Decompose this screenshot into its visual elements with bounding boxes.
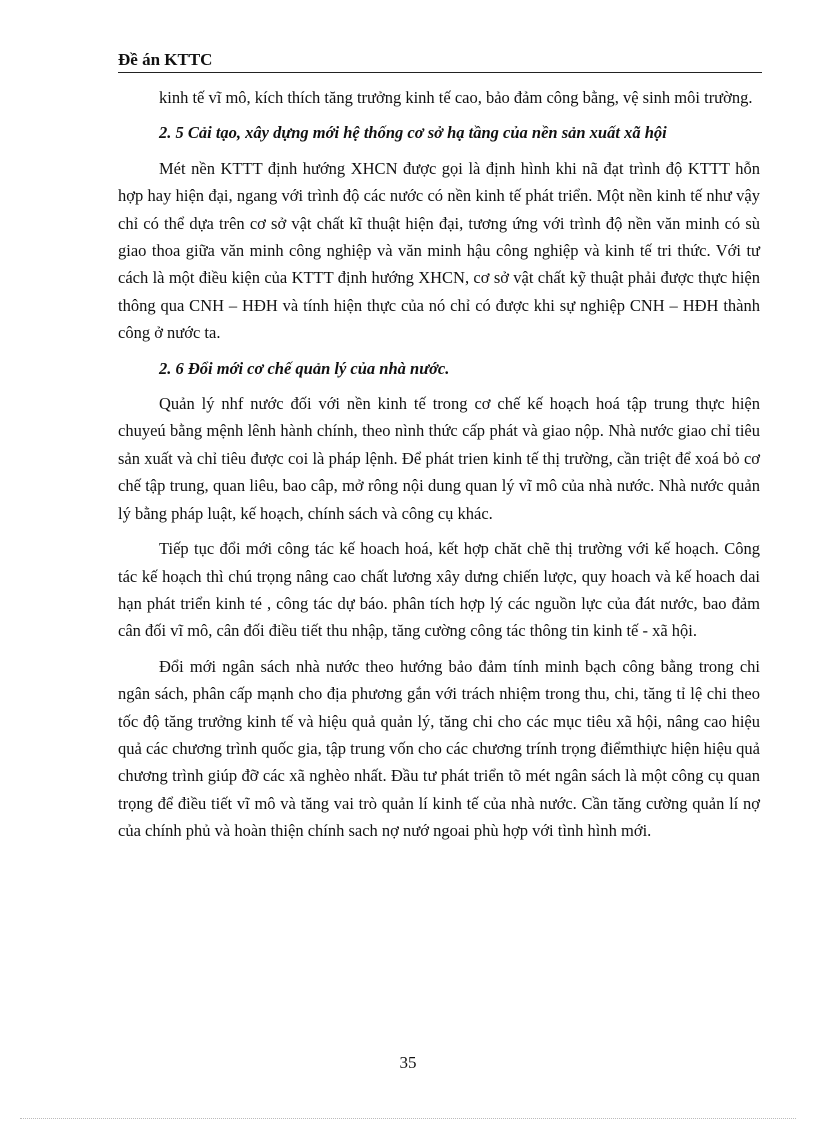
page-body — [118, 84, 760, 853]
paragraph: Tiếp tục đổi mới công tác kế hoach hoá, kết hợp chăt chẽ thị trường với kế hoạch. Công tác kế hoạch thì chú trọng nâng cao chất lương xây dưng chiến lược, quy hoach và kế hoach dai hạn phát triển kinh té , công tác dự báo. phân tích hợp lý các nguồn lực của đát nước, bao đảm cân đối vĩ mô, cân đối điều tiết thu nhập, tăng cường công tác thông tin kinh tế - xã hội. — [118, 539, 760, 641]
section-heading-2-6: 2. 6 Đổi mới cơ chế quản lý của nhà nước. — [159, 358, 450, 378]
paragraph: Quản lý nhf nước đối với nền kinh tế trong cơ chế kế hoạch hoá tập trung thực hiện chuyeú bằng mệnh lênh hành chính, theo nình thức cấp phát và giao nộp. Nhà nước giao chỉ tiêu sản xuất và chỉ tiêu được coi là pháp lệnh. Để phát trien kinh tế thị trường, cần triệt để xoá bỏ cơ chế tập trung, quan liêu, bao câp, mở rông nội dung quan lý vĩ mô của nhà nước. Nhà nước quản lý bằng pháp luật, kế hoạch, chính sách và công cụ khác. — [118, 394, 760, 523]
section-heading-2-5: 2. 5 Cải tạo, xây dựng mới hệ thống cơ sở hạ tầng của nền sản xuất xã hội — [159, 123, 667, 143]
header-title: Đề án KTTC — [118, 50, 213, 69]
page-bottom-divider — [20, 1118, 796, 1119]
paragraph: Đổi mới ngân sách nhà nước theo hướng bảo đảm tính minh bạch công bằng trong chi ngân sách, phân cấp mạnh cho địa phương gắn với trách nhiệm trong thu, chi, tăng tỉ lệ chi theo tốc độ tăng trưởng kinh tế và hiệu quả quản lý, tăng chi cho các mục tiêu xã hội, nâng cao hiệu quả các chương trình quốc gia, tập trung vốn cho các chương trính trọng điểmthiực hiện hiệu quả chương trình giúp đỡ các xã nghèo nhất. Đầu tư phát triển tõ mét ngân sách là một công cụ quan trọng để điều tiết vĩ mô và tăng vai trò quản lí kinh tế của nhà nước. Cần tăng cường quản lí nợ của chính phủ và hoàn thiện chính sach nợ nướ ngoai phù hợp với tình hình mới. — [118, 656, 760, 841]
page-number: 35 — [399, 1053, 417, 1072]
page-header — [118, 50, 762, 73]
paragraph-continuation: kinh tế vĩ mô, kích thích tăng trưởng kinh tế cao, bảo đảm công bằng, vệ sinh môi trường. — [159, 88, 753, 107]
paragraph: Mét nền KTTT định hướng XHCN được gọi là định hình khi nã đạt trình độ KTTT hỗn hợp hay hiện đại, ngang với trình độ các nước có nền kinh tế phát triển. Một nền kinh tế như vậy chỉ có thể dựa trên cơ sở vật chất kĩ thuật hiện đại, tương ứng với trình độ nền văn minh có sù giao thoa giữa văn minh công nghiệp và văn minh hậu công nghiệp và kinh tế tri thức. Với tư cách là một điều kiện của KTTT định hướng XHCN, cơ sở vật chất kỹ thuật phải được thực hiện thông qua CNH – HĐH và tính hiện thực của nó chỉ có được khi sự nghiệp CNH – HĐH thành công ở nước ta. — [118, 158, 760, 343]
